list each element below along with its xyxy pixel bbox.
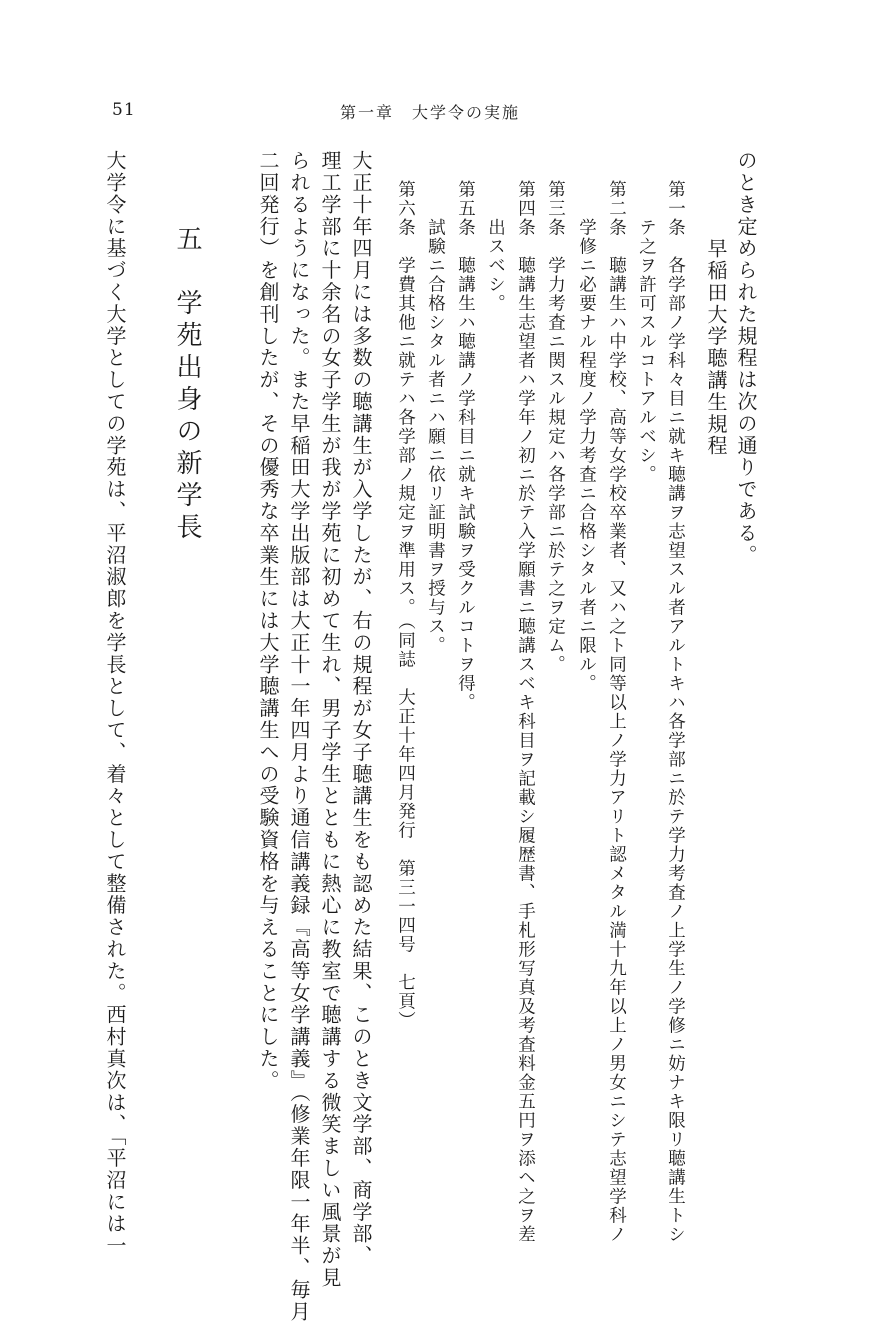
article-5-line-2: 試験ニ合格シタル者ニハ願ニ依リ証明書ヲ授与ス。 [425, 218, 446, 655]
regulation-title: 早稲田大学聴講生規程 [704, 238, 728, 457]
section-paragraph-line-1: 大学令に基づく大学としての学苑は、平沼淑郎を学長として、着々として整備された。西村真次は、「平沼には一 [103, 150, 127, 1257]
paragraph-line-4: 二回発行）を創刊したが、その優秀な卒業生には大学聴講生への受験資格を与えることにした。 [256, 150, 280, 1092]
source-citation: （同誌 大正十年四月発行 第三一四号 七頁） [395, 612, 416, 1030]
article-3: 第三条 学力考査ニ関スル規定ハ各学部ニ於テ之ヲ定ム。 [545, 180, 566, 674]
paragraph-line-1: 大正十年四月には多数の聴講生が入学したが、右の規程が女子聴講生をも認めた結果、このとき文学部、商学部、 [349, 150, 373, 1267]
article-2-line-1: 第二条 聴講生ハ中学校、高等女学校卒業者、又ハ之ト同等以上ノ学力アリト認メタル満十九年以上ノ男女ニシテ志望学科ノ [606, 180, 627, 1244]
paragraph-line-2: 理工学部に十余名の女子学生が我が学苑に初めて生れ、男子学生とともに熱心に教室で聴講する微笑ましい風景が見 [318, 150, 342, 1289]
section-heading: 五 学苑出身の新学長 [172, 225, 202, 545]
article-6: 第六条 学費其他ニ就テハ各学部ノ規定ヲ準用ス。 [395, 180, 416, 617]
article-4-line-2: 出スベシ。 [485, 218, 506, 313]
paragraph-line-3: られるようになった。また早稲田大学出版部は大正十一年四月より通信講義録『高等女学講義』（修業年限一年半、毎月 [287, 150, 311, 1323]
article-4-line-1: 第四条 聴講生志望者ハ学年ノ初ニ於テ入学願書ニ聴講スベキ科目ヲ記載シ履歴書、手札形写真及考査料金五円ヲ添ヘ之ヲ差 [515, 180, 536, 1244]
article-1-line-1: 第一条 各学部ノ学科々目ニ就キ聴講ヲ志望スル者アルトキハ各学部ニ於テ学力考査ノ上学生ノ学修ニ妨ナキ限リ聴講生トシ [665, 180, 686, 1244]
running-header: 第一章 大学令の実施 [340, 103, 521, 122]
article-5-line-1: 第五条 聴講生ハ聴講ノ学科目ニ就キ試験ヲ受クルコトヲ得。 [455, 180, 476, 712]
page-number: 51 [112, 100, 136, 120]
article-2-line-2: 学修ニ必要ナル程度ノ学力考査ニ合格シタル者ニ限ル。 [576, 218, 597, 693]
intro-sentence: のとき定められた規程は次の通りである。 [734, 150, 758, 567]
article-1-line-2: テ之ヲ許可スルコトアルベシ。 [636, 218, 657, 484]
